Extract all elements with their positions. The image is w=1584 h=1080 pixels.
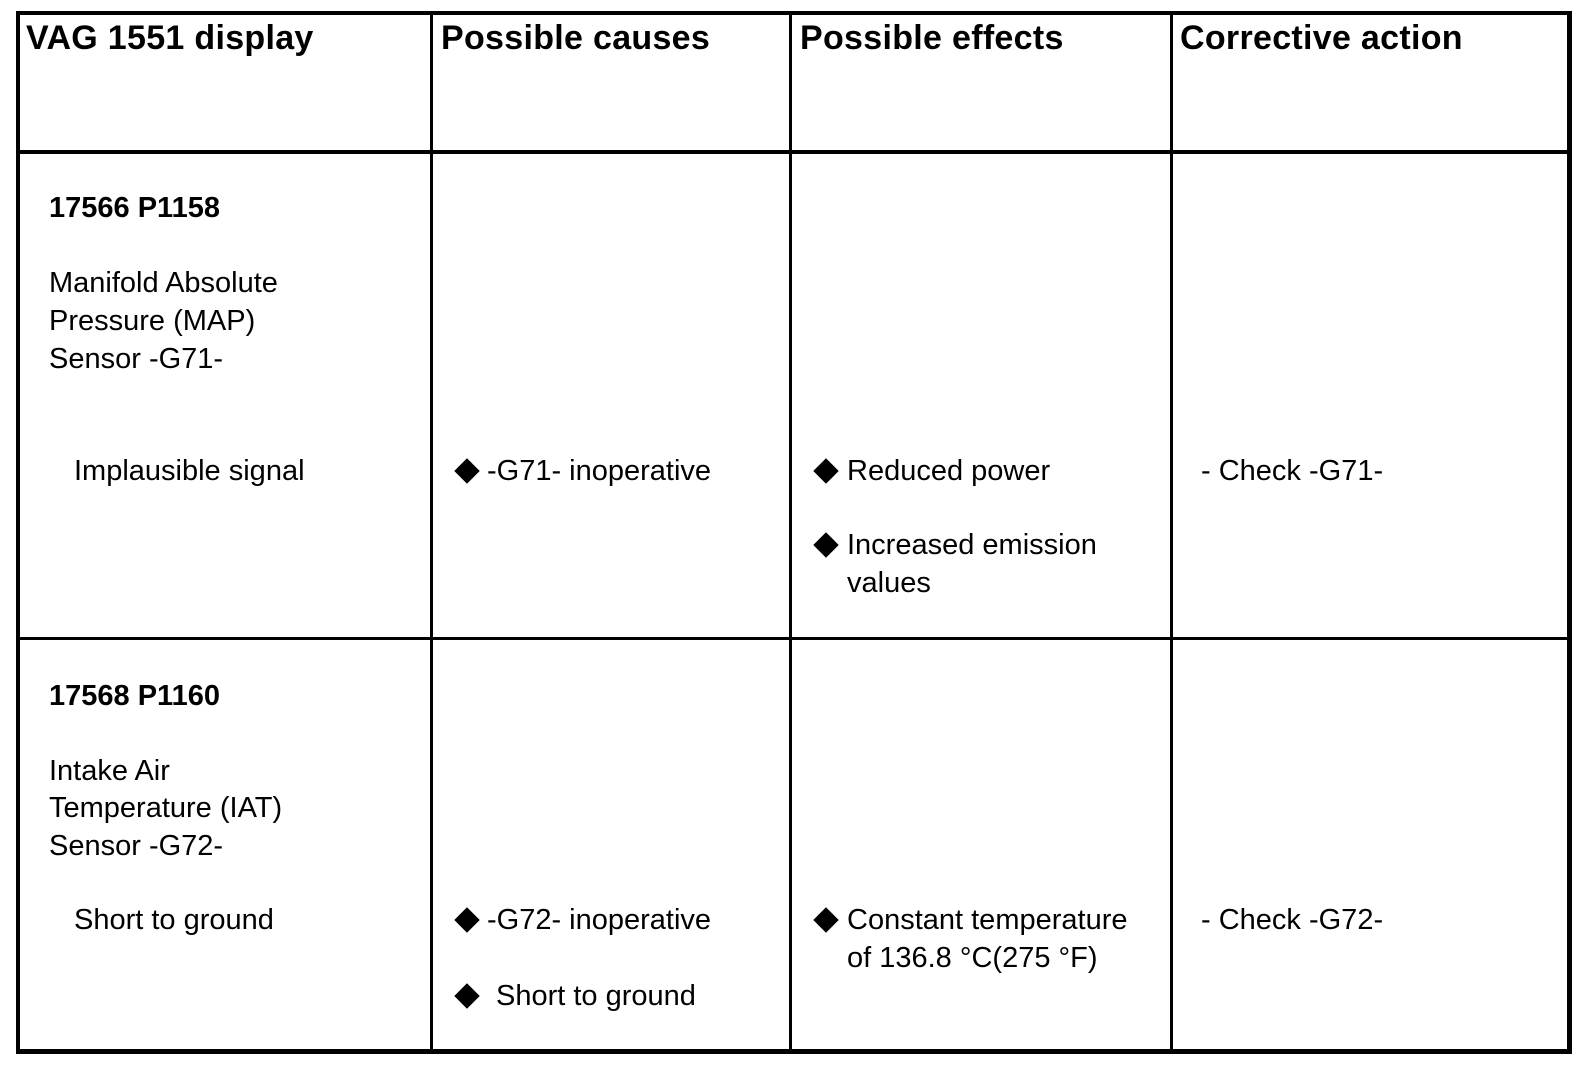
header-effects: Possible effects (800, 19, 1064, 57)
possible-effect-continued: values (847, 567, 931, 599)
header-display: VAG 1551 display (26, 19, 314, 57)
header-causes: Possible causes (441, 19, 711, 57)
component-name-line: Temperature (IAT) (49, 792, 283, 824)
table-border-left (16, 11, 20, 1054)
column-divider-1 (430, 11, 433, 1054)
table-border-top (16, 11, 1572, 15)
possible-effect: Constant temperature (847, 904, 1128, 936)
component-name-line: Intake Air (49, 755, 170, 787)
possible-cause: Short to ground (496, 980, 696, 1012)
possible-effect: Increased emission (847, 529, 1097, 561)
component-name-line: Sensor -G71- (49, 343, 224, 375)
fault-code: 17566 P1158 (49, 192, 220, 224)
row-divider (16, 637, 1572, 640)
possible-effect-continued: of 136.8 °C(275 °F) (847, 942, 1098, 974)
possible-effect: Reduced power (847, 455, 1051, 487)
possible-cause: -G72- inoperative (487, 904, 712, 936)
component-name-line: Sensor -G72- (49, 830, 224, 862)
corrective-action: - Check -G72- (1201, 904, 1384, 936)
column-divider-3 (1170, 11, 1173, 1054)
corrective-action: - Check -G71- (1201, 455, 1384, 487)
header-divider (16, 150, 1572, 154)
column-divider-2 (789, 11, 792, 1054)
possible-cause: -G71- inoperative (487, 455, 712, 487)
fault-type: Implausible signal (74, 455, 305, 487)
fault-code: 17568 P1160 (49, 680, 220, 712)
fault-type: Short to ground (74, 904, 274, 936)
component-name-line: Manifold Absolute (49, 267, 278, 299)
header-action: Corrective action (1180, 19, 1463, 57)
table-border-right (1567, 11, 1572, 1054)
table-border-bottom (16, 1049, 1572, 1054)
component-name-line: Pressure (MAP) (49, 305, 256, 337)
